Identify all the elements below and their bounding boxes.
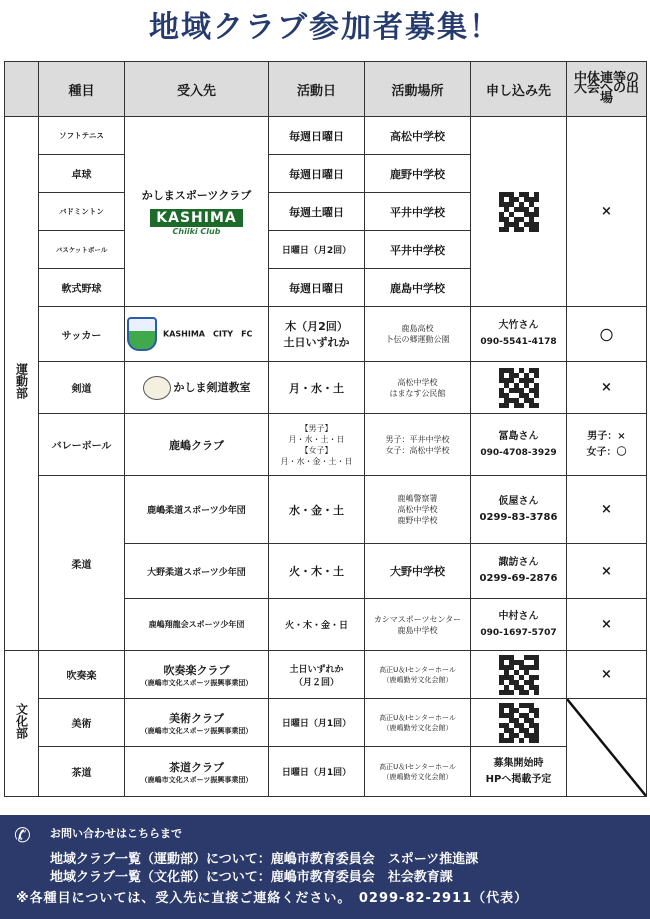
table-row [5,362,647,414]
apply-judo-3 [471,599,567,651]
sport-tea: 茶道 [39,747,125,797]
kashima-logo: KASHIMA [150,209,242,227]
day-soccer-2: 土日いずれか [283,336,350,349]
place-tea-1: 高正U＆Iセンターホール [379,762,456,771]
sport-softtennis: ソフトテニス [39,117,125,155]
apply-tea-2: HPへ掲載予定 [485,773,552,785]
mark-art-tea-na [567,699,647,797]
day-judo-3: 火・木・金・日 [269,599,365,651]
org-judo-2: 大野柔道スポーツ少年団 [125,544,269,599]
qr-code-icon[interactable] [499,368,539,408]
mark-judo-2: × [567,544,647,599]
place-tabletennis: 鹿野中学校 [365,155,471,193]
table-row [5,307,647,362]
day-art: 日曜日（月1回） [269,699,365,747]
org-tea [125,747,269,797]
contact-judo-3: 中村さん [498,610,539,622]
day-volleyball-2: 月・水・土・日 [288,434,345,444]
apply-tea [471,747,567,797]
org-kashima-sports-name: かしまスポーツクラブ [141,189,252,202]
org-tea-name: 茶道クラブ [169,760,224,774]
org-tea-sub: （鹿嶋市文化スポーツ振興事業団） [140,775,253,784]
day-badminton: 毎週土曜日 [269,193,365,231]
day-soccer [269,307,365,362]
day-volleyball-3: 【女子】 [300,445,333,455]
category-sports-label: 運動部 [14,363,29,399]
place-softtennis: 高松中学校 [365,117,471,155]
sport-baseball: 軟式野球 [39,269,125,307]
place-soccer [365,307,471,362]
tel-judo-1: 0299-83-3786 [479,511,558,523]
place-art-1: 高正U＆Iセンターホール [379,713,456,722]
place-volleyball [365,414,471,476]
place-kendo-2: はまなす公民館 [389,388,446,398]
dojo-icon [143,376,171,400]
org-kendo [125,362,269,414]
qr-code-icon[interactable] [499,703,539,743]
day-tabletennis: 毎週日曜日 [269,155,365,193]
place-art-2: （鹿嶋勤労文化会館） [382,723,453,732]
category-culture-label: 文化部 [14,703,29,739]
apply-kashima-sports [471,117,567,307]
footer-culture-contact: 地域クラブ一覧（文化部）について：鹿嶋市教育委員会 社会教育課 [50,870,453,885]
place-baseball: 鹿島中学校 [365,269,471,307]
day-kendo: 月・水・土 [269,362,365,414]
org-soccer-name: KASHIMA CITY FC [163,329,253,339]
footer-heading: お問い合わせはこちらまで [50,827,182,840]
place-badminton: 平井中学校 [365,193,471,231]
place-soccer-2: 卜伝の郷運動公園 [385,335,450,344]
day-band-2: （月２回） [293,677,339,688]
qr-code-icon[interactable] [499,655,539,695]
org-band-name: 吹奏楽クラブ [163,663,230,677]
diagonal-line-icon [567,699,646,796]
apply-tea-1: 募集開始時 [493,757,544,769]
place-judo-3a: カシマスポーツセンター [373,614,462,624]
table-row [5,476,647,544]
header-apply: 申し込み先 [471,62,567,117]
day-judo-2: 火・木・土 [269,544,365,599]
header-org: 受入先 [125,62,269,117]
place-judo-1b: 高松中学校 [397,505,438,514]
place-judo-3 [365,599,471,651]
place-tea [365,747,471,797]
org-kendo-name: かしま剣道教室 [173,380,251,394]
day-softtennis: 毎週日曜日 [269,117,365,155]
tel-soccer: 090-5541-4178 [480,337,557,347]
place-kendo-1: 高松中学校 [397,377,438,387]
place-kendo [365,362,471,414]
org-kashima-sports [125,117,269,307]
day-volleyball-1: 【男子】 [300,423,333,433]
tel-judo-3: 090-1697-5707 [480,627,557,638]
place-soccer-1: 鹿島高校 [401,324,434,333]
place-band-2: （鹿嶋勤労文化会館） [382,675,453,684]
org-art-sub: （鹿嶋市文化スポーツ振興事業団） [140,726,253,735]
contact-volleyball: 冨島さん [498,430,539,442]
place-band [365,651,471,699]
org-judo-3: 鹿嶋翔龍会スポーツ少年団 [125,599,269,651]
table-row [5,651,647,699]
apply-judo-2 [471,544,567,599]
phone-icon: ✆ [14,823,31,847]
mark-judo-3: × [567,599,647,651]
org-art-name: 美術クラブ [169,711,224,725]
mark-band: × [567,651,647,699]
contact-judo-1: 仮屋さん [498,495,539,507]
org-art [125,699,269,747]
header-place: 活動場所 [365,62,471,117]
place-judo-2: 大野中学校 [365,544,471,599]
org-band-sub: （鹿嶋市文化スポーツ振興事業団） [140,678,253,687]
sport-kendo: 剣道 [39,362,125,414]
footer-sports-contact: 地域クラブ一覧（運動部）について：鹿嶋市教育委員会 スポーツ推進課 [50,852,479,867]
tel-volleyball: 090-4708-3929 [480,447,557,458]
mark-volleyball [567,414,647,476]
day-basketball: 日曜日（月2回） [269,231,365,269]
sport-soccer: サッカー [39,307,125,362]
day-tea: 日曜日（月1回） [269,747,365,797]
header-sport: 種目 [39,62,125,117]
footer-note: ※各種目については、受入先に直接ご連絡ください。 0299-82-2911（代表） [16,891,529,906]
place-judo-1a: 鹿嶋警察署 [397,494,438,503]
qr-code-icon[interactable] [499,192,539,232]
day-baseball: 毎週日曜日 [269,269,365,307]
category-sports [5,117,39,651]
place-basketball: 平井中学校 [365,231,471,269]
category-culture [5,651,39,797]
place-volleyball-2: 女子：高松中学校 [385,445,450,455]
page-title: 地域クラブ参加者募集！ [149,10,501,45]
header-tournament: 中体連等の大会への出場 [567,62,647,117]
place-art [365,699,471,747]
kashima-logo-sub: Chiiki Club [172,227,221,236]
table-row [5,699,647,747]
place-judo-1c: 鹿野中学校 [397,516,438,525]
sport-band: 吹奏楽 [39,651,125,699]
day-judo-1: 水・金・土 [269,476,365,544]
place-tea-2: （鹿嶋勤労文化会館） [382,772,453,781]
place-judo-3b: 鹿島中学校 [397,625,438,635]
sport-badminton: バドミントン [39,193,125,231]
header-blank [5,62,39,117]
table-row [5,117,647,155]
sport-basketball: バスケットボール [39,231,125,269]
apply-judo-1 [471,476,567,544]
table-row [5,747,647,797]
mark-kashima-sports: × [567,117,647,307]
mark-kendo: × [567,362,647,414]
apply-volleyball [471,414,567,476]
day-band [269,651,365,699]
place-judo-1 [365,476,471,544]
apply-kendo [471,362,567,414]
mark-soccer: 〇 [567,307,647,362]
apply-art [471,699,567,747]
org-soccer [125,307,269,362]
mark-volleyball-girls: 女子：〇 [586,446,627,458]
mark-judo-1: × [567,476,647,544]
club-table [4,61,647,797]
soccer-crest-icon [127,317,157,351]
header-row [5,62,647,117]
day-volleyball [269,414,365,476]
header-day: 活動日 [269,62,365,117]
org-band [125,651,269,699]
contact-footer [0,815,650,919]
sport-art: 美術 [39,699,125,747]
day-soccer-1: 木（月2回） [285,320,348,333]
mark-volleyball-boys: 男子：× [587,430,626,442]
apply-soccer [471,307,567,362]
contact-judo-2: 諏訪さん [498,557,539,568]
org-volleyball: 鹿嶋クラブ [125,414,269,476]
sport-judo: 柔道 [39,476,125,651]
day-volleyball-4: 月・水・金・土・日 [280,456,353,466]
sport-tabletennis: 卓球 [39,155,125,193]
table-row [5,414,647,476]
day-band-1: 土日いずれか [289,664,344,675]
place-volleyball-1: 男子：平井中学校 [385,434,450,444]
place-band-1: 高正U＆Iセンターホール [379,665,456,674]
contact-soccer: 大竹さん [498,320,539,331]
sport-volleyball: バレーボール [39,414,125,476]
tel-judo-2: 0299-69-2876 [479,573,558,584]
org-judo-1: 鹿嶋柔道スポーツ少年団 [125,476,269,544]
apply-band [471,651,567,699]
